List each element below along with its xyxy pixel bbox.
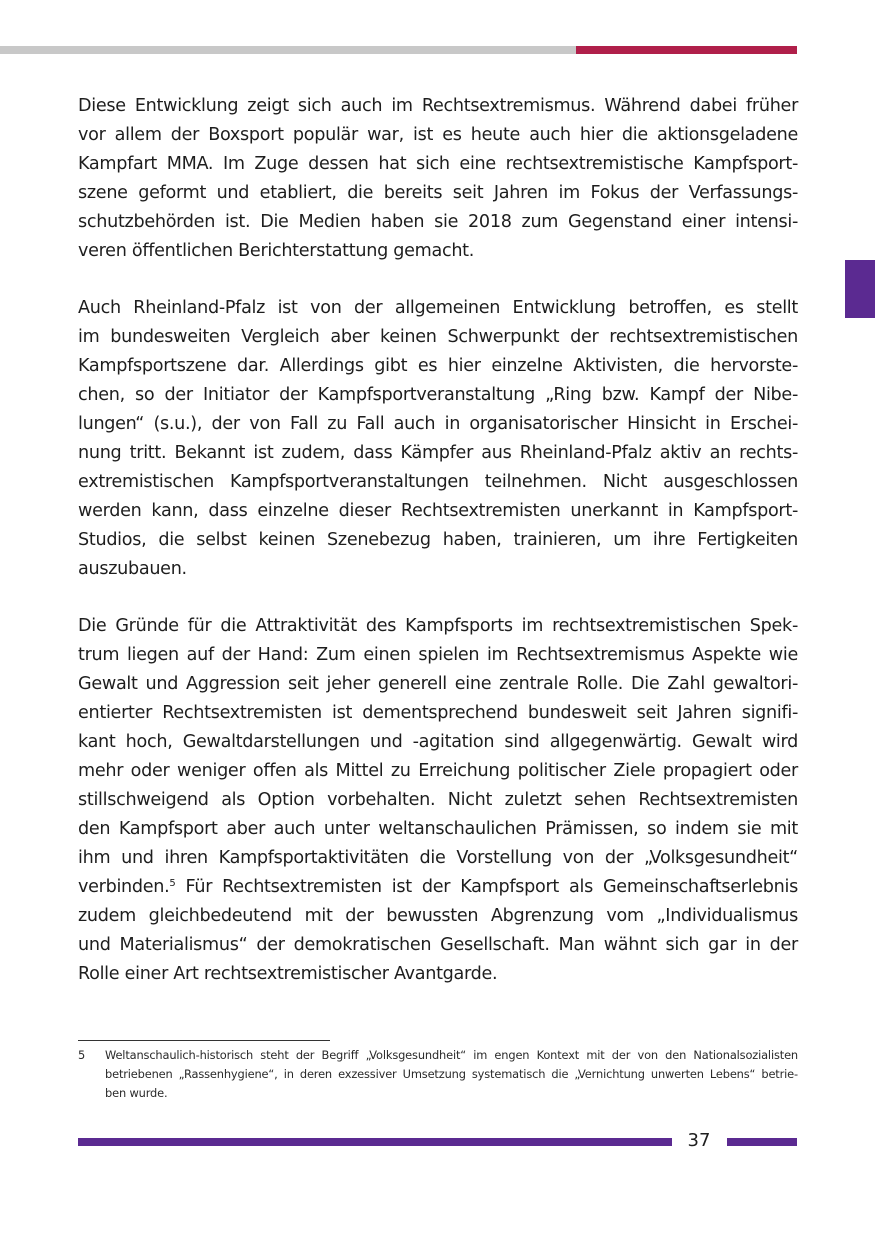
text-line: Auch Rheinland-Pfalz ist von der allgemeinen Entwicklung betroffen, es stellt [78, 298, 798, 318]
paragraph-1 [78, 92, 798, 266]
text-segment: verbinden. [78, 877, 170, 897]
page-number: 37 [687, 1130, 711, 1151]
footnote-number: 5 [78, 1048, 86, 1062]
footnote-line: ben wurde. [105, 1086, 168, 1100]
text-line: mehr oder weniger offen als Mittel zu Erreichung politischer Ziele propagiert oder [78, 761, 798, 781]
chapter-side-tab [845, 260, 875, 318]
text-line: im bundesweiten Vergleich aber keinen Schwerpunkt der rechtsextremistischen [78, 327, 798, 347]
text-line: veren öffentlichen Berichterstattung gemacht. [78, 241, 475, 261]
footnote-reference[interactable]: 5 [169, 878, 176, 889]
text-line: szene geformt und etabliert, die bereits seit Jahren im Fokus der Verfassungs- [78, 183, 798, 203]
text-segment: Für Rechtsextremisten ist der Kampfsport als Gemeinschaftserlebnis [175, 877, 798, 897]
text-line: Kampfart MMA. Im Zuge dessen hat sich eine rechtsextremistische Kampfsport- [78, 154, 798, 174]
header-rule-accent [576, 46, 797, 54]
text-line: entierter Rechtsextremisten ist dementsprechend bundesweit seit Jahren signifi- [78, 703, 798, 723]
text-line: chen, so der Initiator der Kampfsportveranstaltung „Ring bzw. Kampf der Nibe- [78, 385, 798, 405]
text-line: Diese Entwicklung zeigt sich auch im Rechtsextremismus. Während dabei früher [78, 96, 798, 116]
text-line: Die Gründe für die Attraktivität des Kampfsports im rechtsextremistischen Spek- [78, 616, 798, 636]
footer-rule-right [727, 1138, 797, 1146]
header-rule-grey [0, 46, 576, 54]
paragraph-2 [78, 294, 798, 584]
body-text [78, 92, 798, 1017]
text-line: werden kann, dass einzelne dieser Rechtsextremisten unerkannt in Kampfsport- [78, 501, 798, 521]
footnote-text [105, 1046, 798, 1103]
text-line: Studios, die selbst keinen Szenebezug haben, trainieren, um ihre Fertigkeiten [78, 530, 798, 550]
footnote-separator [78, 1040, 330, 1041]
footer-rule-left [78, 1138, 672, 1146]
text-line: lungen“ (s.u.), der von Fall zu Fall auch in organisatorischer Hinsicht in Erschei- [78, 414, 798, 434]
text-line: schutzbehörden ist. Die Medien haben sie 2018 zum Gegenstand einer intensi- [78, 212, 798, 232]
text-line: auszubauen. [78, 559, 187, 579]
text-line: den Kampfsport aber auch unter weltanschaulichen Prämissen, so indem sie mit [78, 819, 798, 839]
text-line: Kampfsportszene dar. Allerdings gibt es hier einzelne Aktivisten, die hervorste- [78, 356, 798, 376]
footnote [78, 1046, 798, 1103]
footnote-line: Weltanschaulich-historisch steht der Begriff „Volksgesundheit“ im engen Kontext mit der von den Nationalsozialisten [105, 1048, 798, 1062]
text-line: Rolle einer Art rechtsextremistischer Avantgarde. [78, 964, 498, 984]
text-line: kant hoch, Gewaltdarstellungen und -agitation sind allgegenwärtig. Gewalt wird [78, 732, 798, 752]
text-line-with-footnote [78, 873, 798, 902]
text-line: stillschweigend als Option vorbehalten. Nicht zuletzt sehen Rechtsextremisten [78, 790, 798, 810]
text-line: und Materialismus“ der demokratischen Gesellschaft. Man wähnt sich gar in der [78, 935, 798, 955]
text-line: vor allem der Boxsport populär war, ist es heute auch hier die aktionsgeladene [78, 125, 798, 145]
text-line: Gewalt und Aggression seit jeher generell eine zentrale Rolle. Die Zahl gewaltori- [78, 674, 798, 694]
text-line: extremistischen Kampfsportveranstaltungen teilnehmen. Nicht ausgeschlossen [78, 472, 798, 492]
paragraph-3 [78, 612, 798, 989]
text-line: nung tritt. Bekannt ist zudem, dass Kämpfer aus Rheinland-Pfalz aktiv an rechts- [78, 443, 798, 463]
footnote-line: betriebenen „Rassenhygiene“, in deren exzessiver Umsetzung systematisch die „Vernichtung unwerten Lebens“ betrie- [105, 1067, 798, 1081]
text-line: ihm und ihren Kampfsportaktivitäten die Vorstellung von der „Volksgesundheit“ [78, 848, 798, 868]
text-line: trum liegen auf der Hand: Zum einen spielen im Rechtsextremismus Aspekte wie [78, 645, 798, 665]
text-line: zudem gleichbedeutend mit der bewussten Abgrenzung vom „Individualismus [78, 906, 798, 926]
